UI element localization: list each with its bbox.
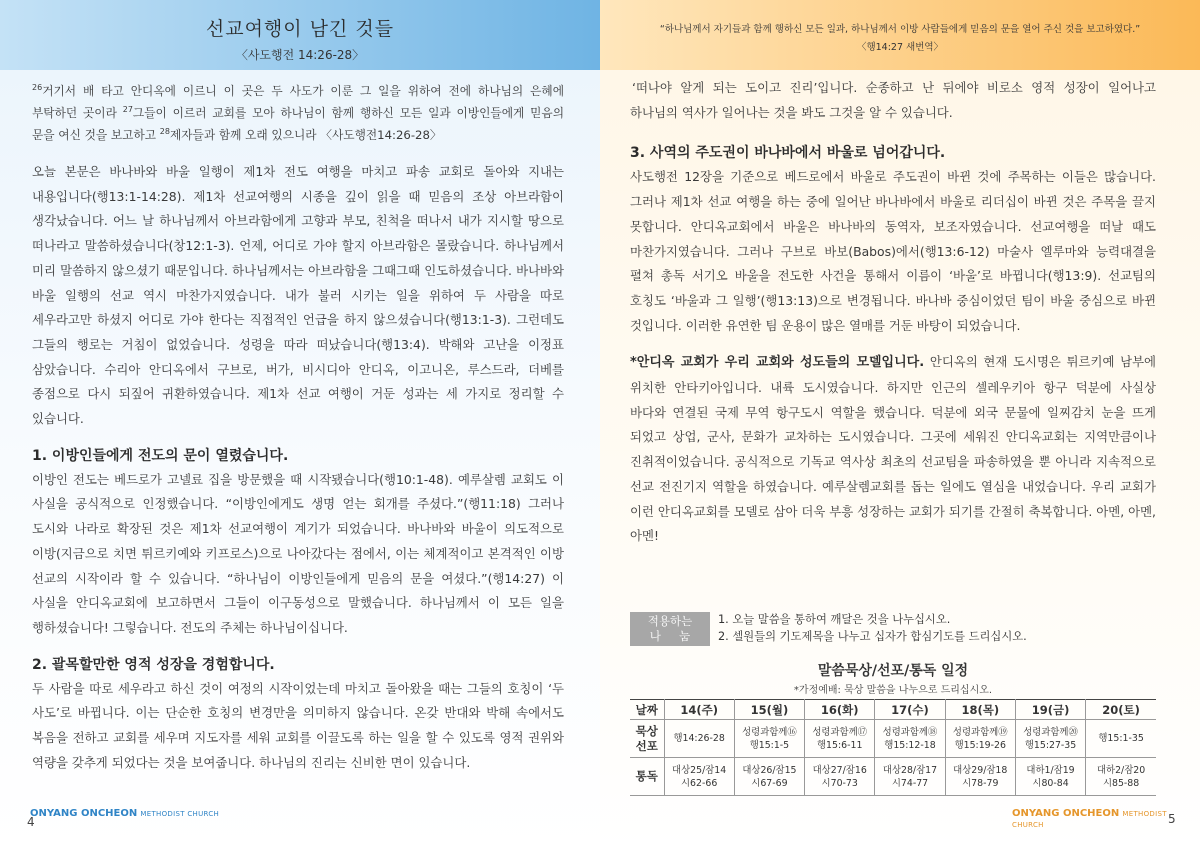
- verse-text: 제자들과 함께 오래 있으니라 〈사도행전14:26-28〉: [169, 128, 442, 142]
- schedule-cell: [664, 758, 734, 796]
- left-footer-brand: [30, 808, 219, 819]
- schedule-cell: [1015, 720, 1085, 758]
- schedule-title: 말씀묵상/선포/통독 일정: [817, 663, 969, 679]
- section-3-body: 사도행전 12장을 기준으로 베드로에서 바울로 주도권이 바뀐 것에 주목하는 이들은 많습니다. 그러나 제1차 선교 여행을 하는 중에 일어난 바나바에서 바울로 리더십이 바뀐 것은 주목을 끌지 못합니다. 안디옥교회에서 바울은 바나바의 동역자, 보조자였습니다. 선교여행을 떠날 때도 마찬가지였습니다. 그러나 구브로 바보(Babos)에서(행13:6-12) 마술사 엘루마와 능력대결을 펼쳐 총독 서기오 바울을 전도한 사건을 통해서 이름이 ‘바울’로 바뀝니다(행13:9). 선교팀의 호칭도 ‘바울과 그 일행’(행13:13)으로 변경됩니다. 바나바 중심이었던 팀이 바울 중심으로 바뀐 것입니다. 이러한 유연한 팀 운용이 많은 열매를 거둔 바탕이 되었습니다.: [630, 169, 1156, 333]
- reading-row: [630, 758, 1156, 796]
- cell-line: 행15:6-11: [816, 739, 863, 751]
- meditation-row-label: [630, 720, 664, 758]
- cell-line: 시80-84: [1032, 777, 1069, 789]
- schedule-cell: [1086, 720, 1156, 758]
- schedule-header-row: [630, 700, 1156, 720]
- cell-line: 대하1/잠19: [1026, 764, 1075, 776]
- verse-text: 거기서 배 타고 안디옥에 이르니 이 곳은 두 사도가 이룬 그 일을 위하여 전에 하나님의 은혜에 부탁하던 곳이라: [32, 84, 564, 120]
- schedule-cell: [734, 720, 804, 758]
- meditation-row: [630, 720, 1156, 758]
- day-header: 14(주): [664, 700, 734, 720]
- cell-line: 시70-73: [821, 777, 858, 789]
- application-label-top: 적용하는: [647, 614, 693, 628]
- right-page: [600, 0, 1200, 849]
- church-logo-subtext: METHODIST CHURCH: [140, 810, 220, 818]
- church-logo-subtext: METHODIST CHURCH: [1012, 810, 1167, 829]
- section-1-heading: 1. 이방인들에게 전도의 문이 열렸습니다.: [32, 447, 289, 464]
- section-2-heading: 2. 괄목할만한 영적 성장을 경험합니다.: [32, 656, 275, 673]
- cell-line: 행15:19-26: [954, 739, 1006, 751]
- schedule-cell: [734, 758, 804, 796]
- verse-text: 그들이 이르러 교회를 모아 하나님이 함께 행하신 모든 일과 이방인들에게 믿음의 문을 여신 것을 보고하고: [32, 106, 564, 142]
- header-quote: “하나님께서 자기들과 함께 행하신 모든 일과, 하나님께서 이방 사람들에게 믿음의 문을 열어 주신 것을 보고하였다.”: [659, 24, 1141, 35]
- cell-line: 성령과함께⑲: [952, 726, 1008, 738]
- cell-line: 시85-88: [1102, 777, 1140, 789]
- date-column-header: 날짜: [630, 700, 664, 720]
- intro-paragraph: 오늘 본문은 바나바와 바울 일행이 제1차 전도 여행을 마치고 파송 교회로 돌아와 지내는 내용입니다(행13:1-14:28). 제1차 선교여행의 시종을 깊이 읽을 때 믿음의 조상 아브라함이 생각났습니다. 어느 날 하나님께서 아브라함에게 고향과 부모, 친척을 떠나서 내가 지시할 땅으로 떠나라고 말씀하셨습니다(창12:1-3). 언제, 어디로 가야 할지 아브라함은 몰랐습니다. 하나님께서 미리 말씀하지 않으셨기 때문입니다. 하나님께서는 아브라함을 그때그때 인도하셨습니다. 바나바와 바울 일행의 선교 역시 마찬가지였습니다. 내가 불러 시키는 일을 위하여 두 사람을 따로 세우라고만 하셨지 어디로 가야 한다는 직접적인 언급을 하지 않으셨습니다(행13:1-3). 그런데도 그들의 행로는 거침이 없었습니다. 성령을 따라 떠났습니다(행13:4). 박해와 고난을 이정표 삼았습니다. 수리아 안디옥에서 구브로, 버가, 비시디아 안디옥, 이고니온, 루스드라, 더베를 종점으로 다시 되짚어 귀환하였습니다. 제1차 선교 여행이 거둔 성과는 세 가지로 정리할 수 있습니다.: [32, 164, 564, 427]
- verse-number: 28: [159, 127, 170, 137]
- cell-line: 행14:26-28: [673, 733, 725, 744]
- section-3-heading: 3. 사역의 주도권이 바나바에서 바울로 넘어갑니다.: [630, 145, 946, 162]
- cell-line: 시62-66: [680, 777, 718, 789]
- left-content: [32, 80, 564, 775]
- application-list: [718, 612, 1027, 645]
- antioch-heading: *안디옥 교회가 우리 교회와 성도들의 모델입니다.: [630, 355, 925, 371]
- application-box: [630, 612, 1170, 646]
- schedule-cell: [875, 758, 945, 796]
- cell-line: 성령과함께⑰: [812, 726, 868, 738]
- schedule-cell: [805, 720, 875, 758]
- cell-line: 대상28/잠17: [882, 764, 938, 776]
- day-header: 20(토): [1086, 700, 1156, 720]
- cell-line: 대상27/잠16: [812, 764, 867, 776]
- day-header: 19(금): [1015, 700, 1085, 720]
- schedule-subtitle: *가정예배: 묵상 말씀을 나누으로 드리십시오.: [793, 685, 993, 696]
- row-label-line: 선포: [635, 738, 658, 753]
- cell-line: 시74-77: [891, 777, 929, 789]
- cell-line: 행15:12-18: [884, 739, 936, 751]
- application-item: 1. 오늘 말씀을 통하여 깨달은 것을 나누십시오.: [718, 613, 951, 626]
- day-header: 17(수): [875, 700, 945, 720]
- antioch-paragraph: [630, 350, 1156, 549]
- cell-line: 대상29/잠18: [953, 764, 1008, 776]
- right-content: [630, 76, 1156, 549]
- scripture-passage: [32, 80, 564, 146]
- application-label-bottom: 나 눔: [649, 629, 691, 643]
- page-number: 4: [27, 815, 35, 829]
- cell-line: 성령과함께⑯: [742, 726, 797, 738]
- schedule-cell: [664, 720, 734, 758]
- cell-line: 행15:1-35: [1098, 733, 1144, 744]
- day-header: 16(화): [805, 700, 875, 720]
- schedule-cell: [875, 720, 945, 758]
- section-2-body: 두 사람을 따로 세우라고 하신 것이 여정의 시작이었는데 마치고 돌아왔을 때는 그들의 호칭이 ‘두 사도’로 바뀝니다. 이는 단순한 호칭의 변경만을 의미하지 않습니다. 온갖 반대와 박해 속에서도 복음을 전하고 교회를 세우며 지도자를 세워 교회를 이끌도록 하는 일을 할 수 있도록 영적 권위와 역량을 갖추게 되었다는 것을 보여줍니다. 하나님의 진리는 신비한 면이 있습니다.: [32, 680, 564, 770]
- cell-line: 대상26/잠15: [742, 764, 797, 776]
- sermon-reference: 〈사도행전 14:26-28〉: [235, 48, 365, 62]
- sermon-title: 선교여행이 남긴 것들: [205, 18, 395, 40]
- row-label-line: 묵상: [635, 723, 658, 738]
- cell-line: 시67-69: [751, 777, 788, 789]
- schedule-cell: [945, 758, 1015, 796]
- left-header: [0, 0, 600, 70]
- page-number: 5: [1168, 812, 1176, 826]
- schedule-cell: [945, 720, 1015, 758]
- application-label: [630, 612, 710, 646]
- right-header: [600, 0, 1200, 70]
- church-logo-text: ONYANG ONCHEON: [1012, 808, 1120, 819]
- reading-row-label: 통독: [630, 758, 664, 796]
- application-item: 2. 셀원들의 기도제목을 나누고 십자가 합심기도를 드리십시오.: [718, 629, 1027, 643]
- cell-line: 행15:1-5: [749, 739, 790, 751]
- continuation-paragraph: ‘떠나야 알게 되는 도이고 진리’입니다. 순종하고 난 뒤에야 비로소 영적 성장이 일어나고 하나님의 역사가 일어나는 것을 봐도 그것을 알 수 있습니다.: [630, 80, 1156, 120]
- day-header: 18(목): [945, 700, 1015, 720]
- cell-line: 행15:27-35: [1024, 739, 1077, 751]
- verse-number: 26: [32, 83, 43, 93]
- cell-line: 대상25/잠14: [672, 764, 727, 776]
- church-logo-text: ONYANG ONCHEON: [30, 808, 138, 819]
- reading-schedule: [630, 660, 1156, 796]
- section-1-body: 이방인 전도는 베드로가 고넬료 집을 방문했을 때 시작됐습니다(행10:1-48). 예루살렘 교회도 이 사실을 공식적으로 인정했습니다. “이방인에게도 생명 얻는 회개를 주셨다.”(행11:18) 그러나 도시와 나라로 확장된 것은 제1차 선교여행이 계기가 되었습니다. 바나바와 바울이 의도적으로 이방(지금으로 치면 튀르키예와 키프로스)으로 나아갔다는 점에서, 이는 체계적이고 본격적인 이방 선교의 시작이라 할 수 있습니다. “하나님이 이방인들에게 믿음의 문을 여셨다.”(행14:27) 이 사실을 안디옥교회에 보고하면서 그들이 이구동성으로 말했습니다. 하나님께서 이 모든 일을 행하셨습니다! 그렇습니다. 전도의 주체는 하나님이십니다.: [32, 471, 564, 635]
- cell-line: 대하2/잠20: [1096, 764, 1146, 776]
- schedule-cell: [1086, 758, 1156, 796]
- day-header: 15(월): [734, 700, 804, 720]
- antioch-body: 안디옥의 현재 도시명은 튀르키예 남부에 위치한 안타키아입니다. 내륙 도시였습니다. 하지만 인근의 셀레우키아 항구 덕분에 사실상 바다와 연결된 국제 무역 항구도시 역할을 했습니다. 덕분에 외국 문물에 일찌감치 눈을 뜨게 되었고 상업, 군사, 문화가 교차하는 도시였습니다. 그곳에 세워진 안디옥교회는 지역만큼이나 진취적이었습니다. 공식적으로 기독교 역사상 최초의 선교팀을 파송하였을 뿐 아니라 지속적으로 선교 전진기지 역할을 하였습니다. 예루살렘교회를 돕는 일에도 열심을 내었습니다. 우리 교회가 이런 안디옥교회를 모델로 삼아 더욱 부흥 성장하는 교회가 되기를 간절히 축복합니다. 아멘, 아멘, 아멘!: [630, 354, 1157, 544]
- schedule-cell: [805, 758, 875, 796]
- verse-number: 27: [122, 105, 133, 115]
- schedule-table: [630, 699, 1156, 796]
- cell-line: 시78-79: [962, 777, 999, 789]
- header-quote-reference: 〈행14:27 새번역〉: [856, 42, 944, 53]
- cell-line: 성령과함께⑳: [1023, 726, 1078, 738]
- schedule-cell: [1015, 758, 1085, 796]
- cell-line: 성령과함께⑱: [882, 726, 938, 738]
